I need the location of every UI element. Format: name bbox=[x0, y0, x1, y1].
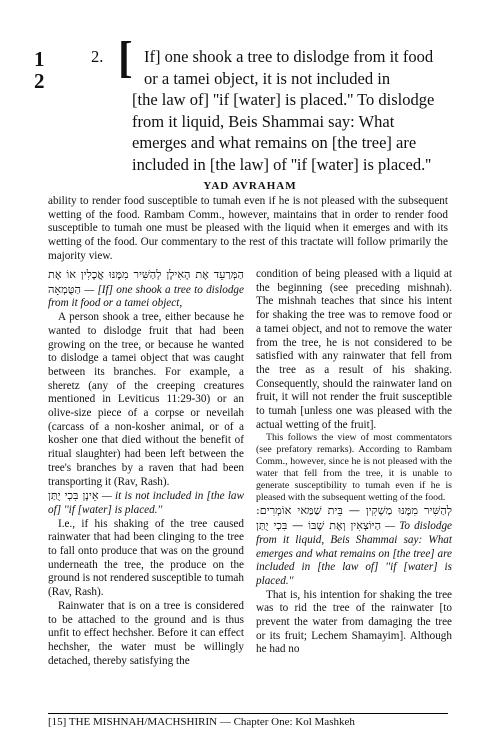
mishnah-number-left: 2 bbox=[34, 69, 45, 93]
commentary-paragraph: That is, his intention for shaking the tree was to rid the tree of the rainwater [to prevent the water from damaging the tree or its fruit; Lechem Shamayim]. Although he had no bbox=[256, 588, 452, 656]
opening-bracket: [ bbox=[118, 33, 133, 82]
intro-paragraph: ability to render food susceptible to tumah even if he is not pleased with the subsequent wetting of the food. Rambam Comm., however, maintains that in order to render food susceptible to tumah one must be pleased with the liquid when it emerges and with its wetting of the food. Our commentary to the rest of this tractate will follow primarily the majority view. bbox=[48, 195, 448, 262]
mishnah-number: 2. bbox=[91, 47, 104, 66]
left-column bbox=[48, 268, 244, 668]
right-column bbox=[256, 268, 452, 657]
mishnah-line: If] one shook a tree to dislodge from it food bbox=[144, 47, 434, 66]
section-title: YAD AVRAHAM bbox=[203, 180, 297, 192]
hebrew-lemma: לְהַשִּׁיר מִמֶּנּוּ מַשְׁקִין — בֵּית שַׁמַּאי אוֹמְרִים: הַיּוֹצְאִין וְאֶת שֶׁבּוֹ — בִּכְי יֻתַּן bbox=[256, 504, 452, 533]
note-paragraph: This follows the view of most commentators (see prefatory remarks). According to Rambam Comm., however, since he is not pleased with the water that fell from the tree, it is unable to generate susceptibility to tumah even if he is pleased with the subsequent wetting of the food. bbox=[256, 432, 452, 504]
commentary-paragraph: Rainwater that is on a tree is considered to be attached to the ground and is thus unfit to effect hechsher. Before it can effect hechsher, the water must be willingly detached, thereby satisfying the bbox=[48, 599, 244, 667]
lemma-paragraph bbox=[256, 504, 452, 588]
lemma-translation: — To dislodge from it liquid, Beis Shammai say: What emerges and what remains on [the tree] are included in [the law of] ''if [water] is placed.'' bbox=[256, 520, 452, 587]
mishnah-line: included in [the law] of ''if [water] is placed.'' bbox=[132, 154, 432, 174]
commentary-paragraph: A person shook a tree, either because he wanted to dislodge fruit that had been growing on the tree, or because he wanted to dislodge a tamei object that was caught between its branches. For example, a sheretz (any of the creeping creatures mentioned in Leviticus 11:29-30) or an olive-size piece of a corpse or neveilah (carcass of a non-kosher animal, or of a kosher one that died without the benefit of ritual slaughter) had been left between the tree's branches by a raven that had been transporting it (Rav, Rash). bbox=[48, 311, 244, 488]
commentary-paragraph: condition of being pleased with a liquid at the beginning (see preceding mishnah). The mishnah teaches that since his intent for shaking the tree was to remove food or a tamei object, and not to remove the water from the tree, he is not considered to be satisfied with any rainwater that fell from the tree as a result of his shaking. Consequently, should the rainwater land on fruit, it will not render the fruit susceptible to tumah [unless one was pleased with the actual wetting of the fruit]. bbox=[256, 268, 452, 431]
hebrew-lemma: אֵינָן בִּכְי יֻתַּן bbox=[48, 489, 99, 503]
commentary-paragraph: I.e., if his shaking of the tree caused rainwater that had been clinging to the tree to fall onto produce that was on the ground underneath the tree, the produce on the ground is not rendered susceptible to tumah (Rav, Rash). bbox=[48, 517, 244, 599]
lemma-translation: — [If] one shook a tree to dislodge from it food or a tamei object, bbox=[48, 283, 244, 310]
chapter-number: 1 bbox=[34, 47, 45, 71]
mishnah-line: [the law of] ''if [water] is placed.'' To dislodge bbox=[132, 90, 435, 109]
mishnah-line: from it liquid, Beis Shammai say: What bbox=[132, 111, 395, 131]
mishnah-line: or a tamei object, it is not included in bbox=[144, 68, 391, 88]
lemma-translation: — it is not included in [the law of] ''if [water] is placed.'' bbox=[48, 490, 244, 516]
hebrew-lemma: הַמְּרַעֵד אֶת הָאִילָן לְהַשִּׁיר מִמֶּנּוּ אֳכָלִין אוֹ אֶת הַטֻּמְאָה bbox=[48, 268, 244, 296]
lemma-paragraph bbox=[48, 489, 244, 517]
mishnah-line: emerges and what remains on [the tree] are bbox=[132, 133, 417, 152]
lemma-paragraph bbox=[48, 268, 244, 311]
page-footer: [15] THE MISHNAH/MACHSHIRIN — Chapter One: Kol Mashkeh bbox=[48, 713, 448, 728]
mishnah-text bbox=[91, 33, 446, 175]
